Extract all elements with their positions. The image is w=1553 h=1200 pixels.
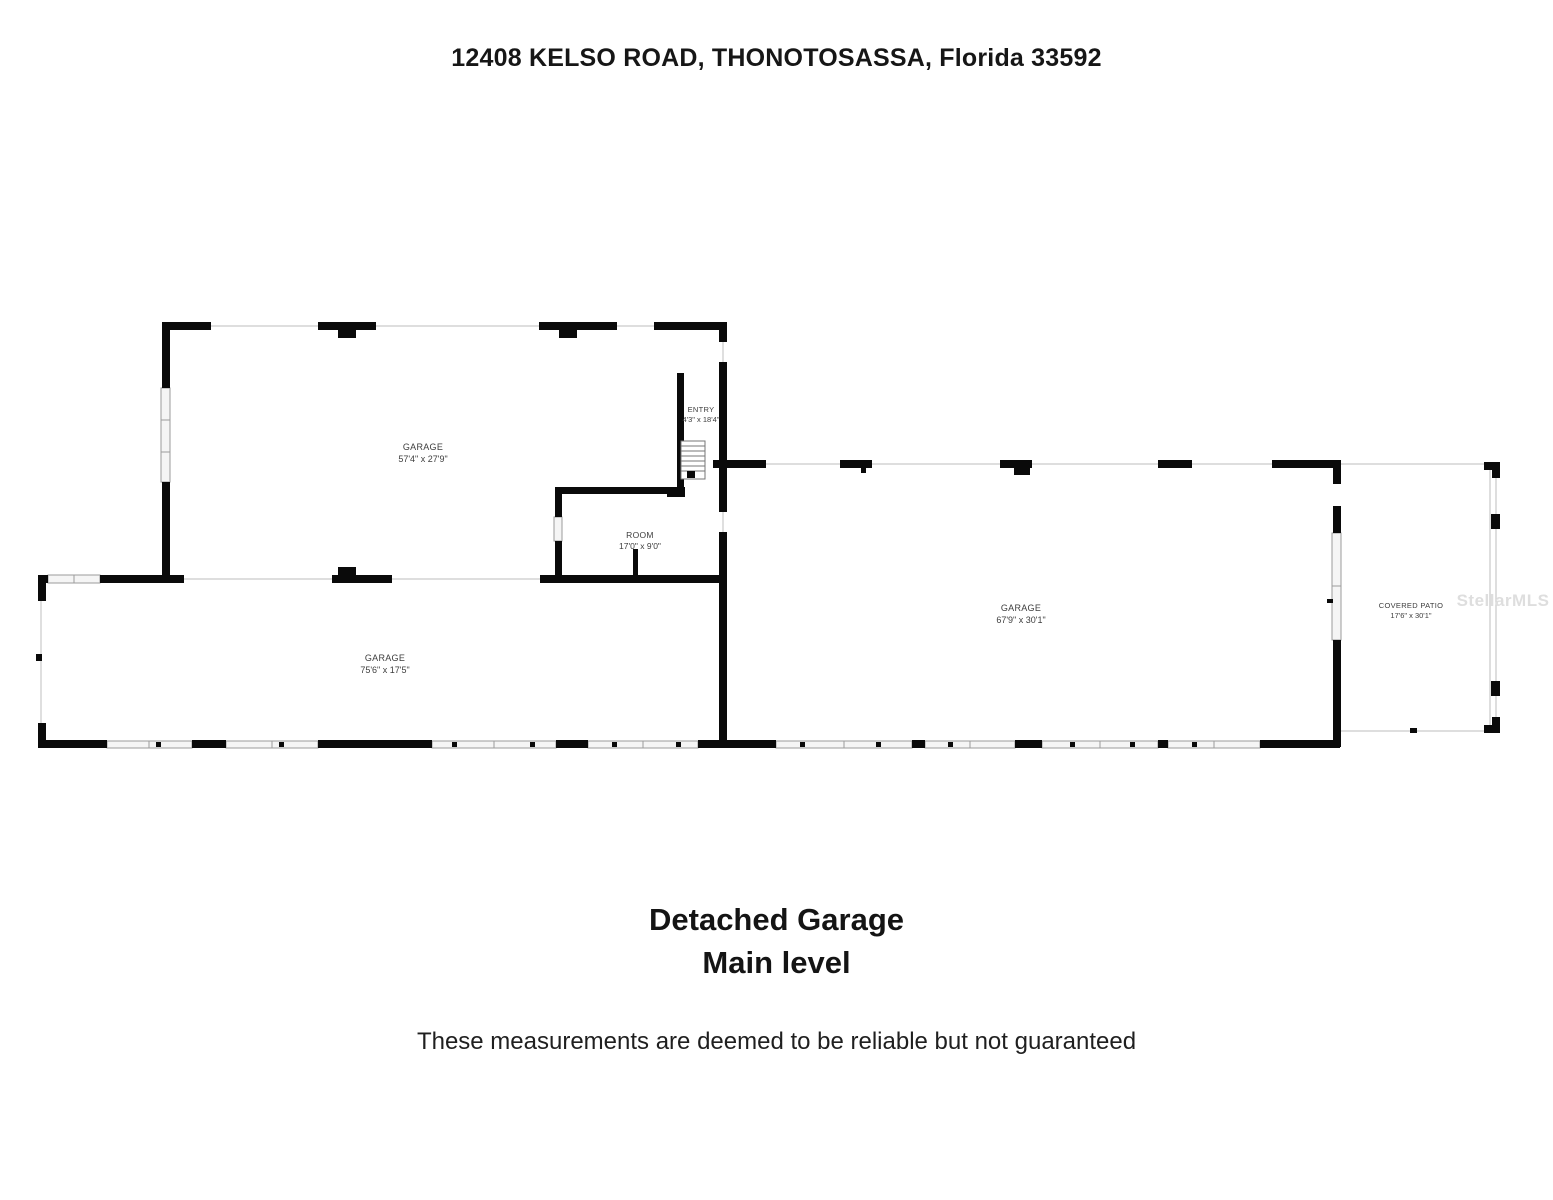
room-name: GARAGE [1000,603,1042,613]
room-dimensions: 4'3" x 18'4" [682,415,720,424]
room-dimensions: 17'6" x 30'1" [1390,611,1432,620]
measurement-disclaimer: These measurements are deemed to be reliable but not guaranteed [416,1028,1137,1055]
room-label-garage-right [996,602,1045,626]
staircase-icon [681,441,705,479]
stellar-mls-watermark: StellarMLS [1456,591,1550,610]
room-name: GARAGE [402,442,444,452]
room-label-garage-lower [360,652,409,676]
room-name: GARAGE [364,653,406,663]
room-dimensions: 17'0" x 9'0" [619,541,661,551]
room-name: COVERED PATIO [1378,601,1444,610]
plan-title-line1: Detached Garage [649,902,904,937]
room-label-entry [683,405,720,425]
plan-title-line2: Main level [702,945,851,980]
property-address-title: 12408 KELSO ROAD, THONOTOSASSA, Florida 33592 [451,44,1102,72]
room-name: ENTRY [687,405,715,414]
room-label-covered-patio [1379,601,1443,621]
room-dimensions: 57'4" x 27'9" [398,454,448,464]
room-dimensions: 67'9" x 30'1" [996,615,1046,625]
room-dimensions: 75'6" x 17'5" [360,665,410,675]
room-label-room [619,530,661,552]
room-label-garage-upper [398,441,447,465]
room-name: ROOM [626,530,654,540]
